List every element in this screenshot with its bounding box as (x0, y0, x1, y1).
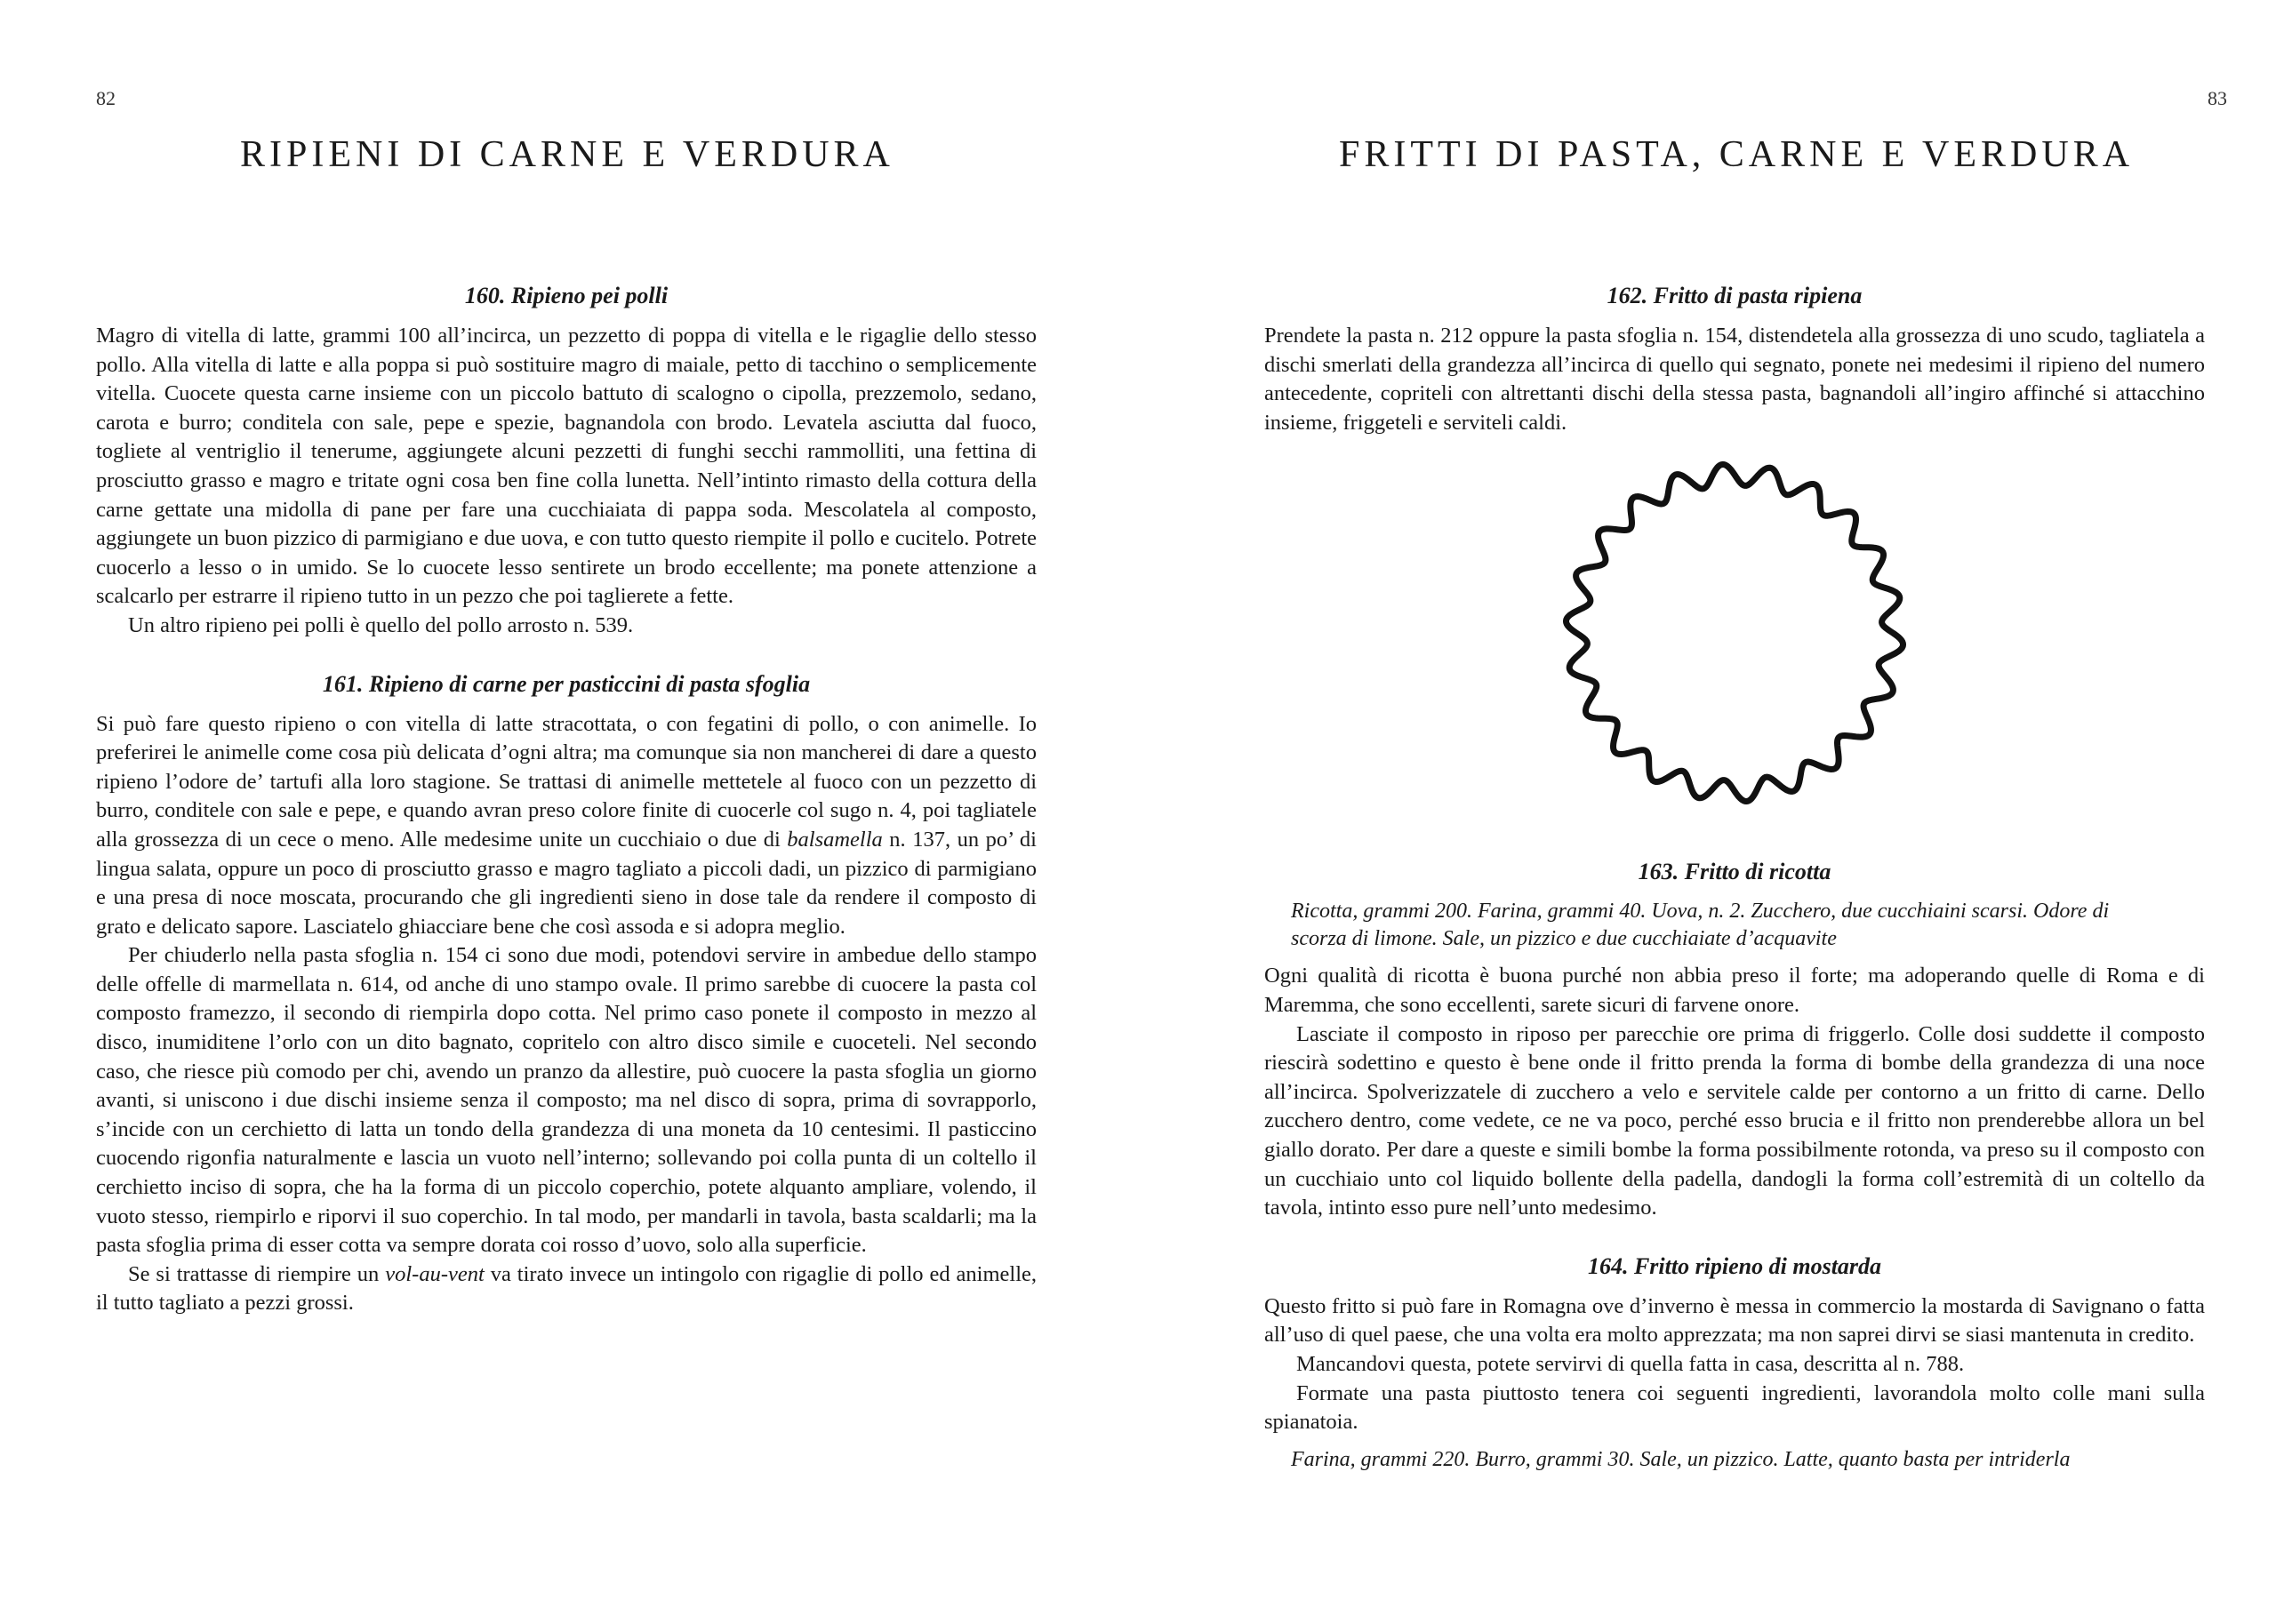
recipe-paragraph: Per chiuderlo nella pasta sfoglia n. 154 ci sono due modi, potendovi servire in ambedue dello stampo delle offelle di marmellata n. 614, od anche di uno stampo ovale. Il primo sarebbe di cuocere la pasta col composto framezzo, il secondo di riempirla dopo cotta. Nel primo caso ponete il composto in mezzo al disco, inumiditene l’orlo con un dito bagnato, copritelo con altro disco simile e cuoceteli. Nel secondo caso, che riesce più comodo per chi, avendo un pranzo da allestire, può cuocere la pasta sfoglia un giorno avanti, si uniscono i due dischi insieme senza il composto; ma nel disco di sopra, prima di sovrapporlo, s’incide con un cerchietto di latta un tondo della grandezza di una moneta da 10 centesimi. Il pasticcino cuocendo rigonfia naturalmente e lascia un vuoto nell’interno; sollevando poi colla punta di un coltello il cerchietto inciso di sopra, che ha la forma di un piccolo coperchio, potete alquanto ampliare, volendo, il vuoto stesso, riempirlo e riporvi il suo coperchio. In tal modo, per mandarli in tavola, basta scaldarli; ma la pasta sfoglia prima di esser cotta va sempre dorata coi rosso d’uovo, solo alla superficie. (96, 943, 1037, 1258)
right-column (1264, 283, 2205, 1483)
recipe-paragraph: Un altro ripieno pei polli è quello del pollo arrosto n. 539. (128, 612, 634, 637)
recipe-paragraph: Questo fritto si può fare in Romagna ove d’inverno è messa in commercio la mostarda di Savignano o fatta all’uso di quel paese, che una volta era molto apprezzata; ma non saprei dirvi se siasi mantenuta in credito. (1264, 1293, 2205, 1348)
recipe-title: 160. Ripieno pei polli (464, 283, 669, 308)
page-number: 83 (2208, 87, 2227, 109)
ingredients-list: Ricotta, grammi 200. Farina, grammi 40. Uova, n. 2. Zucchero, due cucchiaini scarsi. Odore di scorza di limone. Sale, un pizzico e due cucchiaiate d’acquavite (1291, 900, 2110, 951)
recipe-title: 164. Fritto ripieno di mostarda (1587, 1252, 1882, 1279)
recipe-paragraph: Ogni qualità di ricotta è buona purché non abbia preso il forte; ma adoperando quelle di Roma e di Maremma, che sono eccellenti, sarete sicuri di farvene onore. (1264, 964, 2205, 1017)
recipe-paragraph: Formate una pasta piuttosto tenera coi seguenti ingredienti, lavorandola molto colle mani sulla spianatoia. (1264, 1380, 2205, 1435)
recipe-paragraph: Mancandovi questa, potete servirvi di quella fatta in casa, descritta al n. 788. (1296, 1351, 1965, 1376)
chapter-title: RIPIENI DI CARNE E VERDURA (240, 134, 894, 175)
recipe-paragraph: Lasciate il composto in riposo per parecchie ore prima di friggerlo. Colle dosi suddette il composto riescirà sodettino e questo è bene onde il fritto prenda la forma di bombe della grandezza di una noce all’incirca. Spolverizzatele di zucchero a velo e servitele calde per contorno a un fritto di carne. Dello zucchero dentro, come vedete, ce ne va poco, perché esso brucia e il fritto non prenderebbe allora un bel giallo dorato. Per dare a queste e simili bombe la forma possibilmente rotonda, va preso su il composto con un cucchiaio unto col liquido bollente della padella, dandogli la forma coll’estremità di un coltello da tavola, intinto esso pure nell’unto medesimo. (1264, 1021, 2205, 1220)
italic-term: balsamella (787, 827, 883, 852)
text-run: va tirato invece un intingolo con rigaglie di pollo ed animelle, il tutto tagliato a pezzi grossi. (96, 1261, 1038, 1316)
page-number: 82 (96, 87, 116, 109)
scalloped-circle-icon (1555, 453, 1914, 812)
italic-term: vol-au-vent (385, 1261, 485, 1286)
recipe-paragraph: Magro di vitella di latte, grammi 100 all’incirca, un pezzetto di poppa di vitella e le rigaglie dello stesso pollo. Alla vitella di latte e alla poppa si può sostituire magro di maiale, petto di tacchino o semplicemente vitella. Cuocete questa carne insieme con un piccolo battuto di scalogno o cipolla, prezzemolo, sedano, carota e burro; conditela con sale, pepe e spezie, bagnandola con brodo. Levatela asciutta dal fuoco, togliete al ventriglio il tenerume, aggiungete alcuni pezzetti di funghi secchi rammolliti, una fettina di prosciutto grasso e magro e tritate ogni cosa ben fine colla lunetta. Nell’intinto rimasto della cottura della carne gettate una midolla di pane per fare una cucchiaiata di pappa soda. Mescolatela al composto, aggiungete un buon pizzico di parmigiano e due uova, e con tutto questo riempite il pollo e cucitelo. Potrete cuocerlo a lesso o in umido. Se lo cuocete lesso sentirete un brodo eccellente; ma ponete attenzione a scalcarlo per estrarre il ripieno tutto in un pezzo che poi taglierete a fette. (96, 324, 1037, 609)
text-run: Si può fare questo ripieno o con vitella di latte stracottata, o con fegatini di pollo, o con animelle. Io preferirei le animelle come cosa più delicata d’ogni altra; ma comunque sia non mancherei di dare a questo ripieno l’odore de’ tartufi alla loro stagione. Se trattasi di animelle mettetele al fuoco con un pezzetto di burro, conditele con sale e pepe, e quando avran preso colore finite di cuocerle col sugo n. 4, poi tagliatele alla grossezza di un cece o meno. Alle medesime unite un cucchiaio o due di (96, 711, 1037, 852)
right-page (1138, 0, 2276, 1624)
recipe-title: 161. Ripieno di carne per pasticcini di pasta sfoglia (322, 670, 811, 697)
recipe-paragraph (96, 1260, 1037, 1318)
recipe-title: 163. Fritto di ricotta (1638, 859, 1831, 885)
ingredients-list: Farina, grammi 220. Burro, grammi 30. Sale, un pizzico. Latte, quanto basta per intriderla (1291, 1447, 2071, 1471)
recipe-paragraph: Prendete la pasta n. 212 oppure la pasta sfoglia n. 154, distendetela alla grossezza di uno scudo, tagliatela a dischi smerlati della grandezza all’incirca di quello qui segnato, ponete nei medesimi il ripieno del numero antecedente, copriteli con altrettanti dischi della stessa pasta, bagnandoli all’ingiro affinché si attacchino insieme, friggeteli e serviteli caldi. (1264, 324, 2205, 435)
recipe-title: 162. Fritto di pasta ripiena (1607, 283, 1863, 308)
left-column (96, 283, 1037, 1318)
text-run: Se si trattasse di riempire un (128, 1261, 386, 1286)
recipe-paragraph (96, 710, 1037, 942)
text-run: n. 137, un po’ di lingua salata, oppure un poco di prosciutto grasso e magro tagliato a piccoli dadi, un pizzico di parmigiano e una presa di noce moscata, procurando che gli ingredienti sieno in dose tale da rendere il composto di grato e delicato sapore. Lasciatelo ghiacciare bene che così assoda e si adopra meglio. (96, 827, 1037, 939)
chapter-title: FRITTI DI PASTA, CARNE E VERDURA (1339, 134, 2135, 175)
